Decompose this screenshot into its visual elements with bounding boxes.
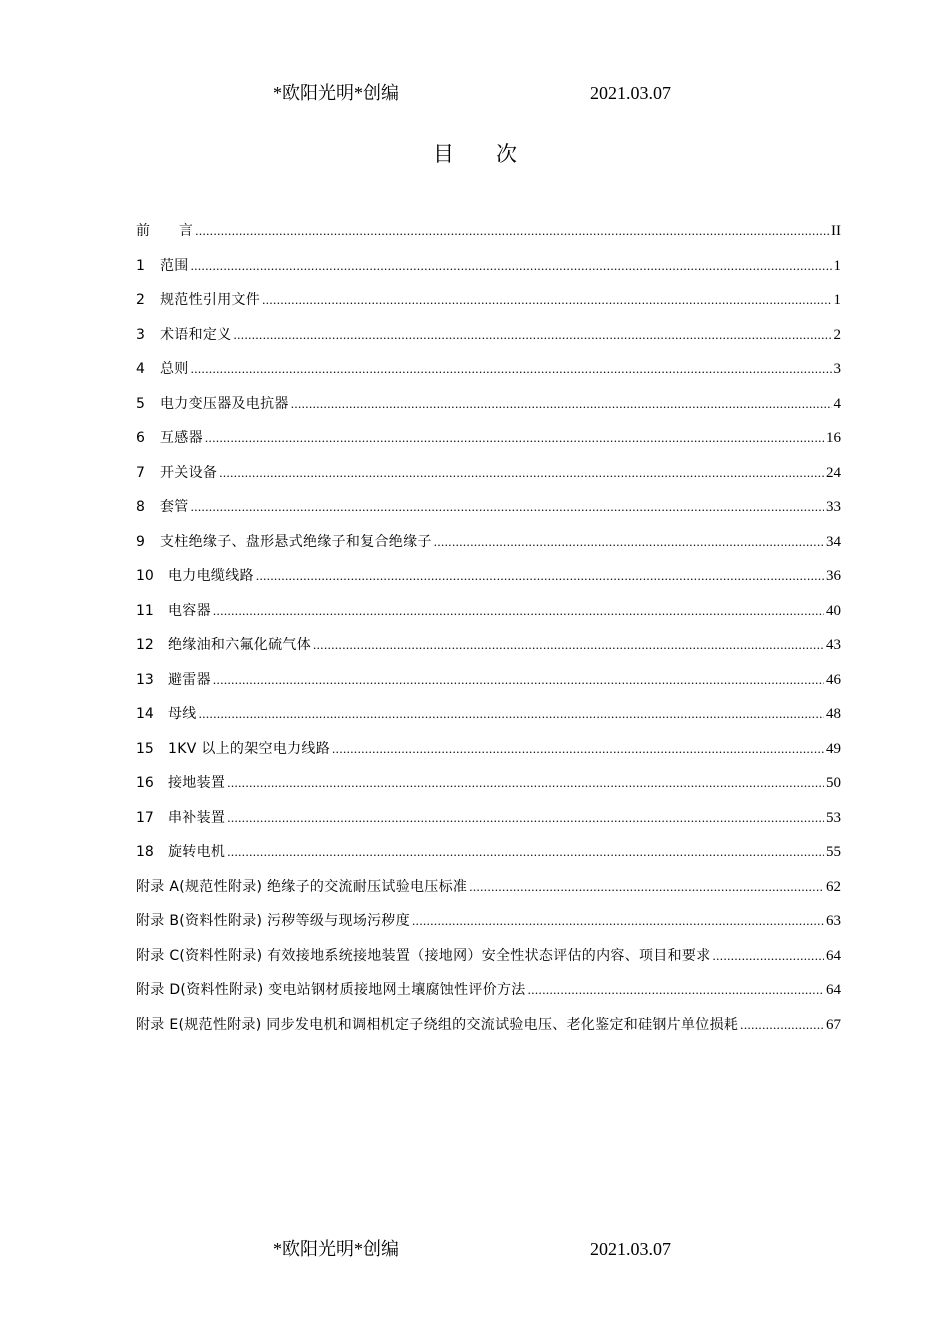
toc-entry-page: II <box>831 223 841 239</box>
toc-entry-page: 1 <box>833 292 841 308</box>
toc-entry-page: 53 <box>826 809 841 826</box>
toc-entry-page: 55 <box>826 844 841 860</box>
toc-entry-title: 附录 C(资料性附录) 有效接地系统接地装置（接地网）安全性状态评估的内容、项目和要求 <box>136 947 711 964</box>
toc-entry-page: 1 <box>833 257 841 274</box>
toc-entry-number: 11 <box>136 602 154 619</box>
toc-entry-number: 17 <box>136 809 154 826</box>
toc-dot-leader <box>191 254 832 278</box>
toc-entry[interactable] <box>136 702 841 737</box>
toc-entry-title: 支柱绝缘子、盘形悬式绝缘子和复合绝缘子 <box>160 533 432 550</box>
toc-dot-leader <box>332 737 824 761</box>
toc-entry[interactable] <box>136 392 841 427</box>
toc-entry-title: 电力变压器及电抗器 <box>160 395 289 412</box>
footer-author: *欧阳光明*创编 <box>273 1239 399 1259</box>
toc-entry[interactable] <box>136 254 841 289</box>
toc-entry[interactable] <box>136 840 841 875</box>
toc-dot-leader <box>434 530 824 554</box>
toc-entry-page: 62 <box>826 878 841 895</box>
toc-dot-leader <box>213 599 824 623</box>
toc-entry[interactable] <box>136 978 841 1013</box>
toc-entry-page: 24 <box>826 464 841 481</box>
toc-entry-page: 48 <box>826 706 841 722</box>
toc-dot-leader <box>412 909 824 933</box>
toc-entry-title: 术语和定义 <box>160 326 232 343</box>
page-footer <box>0 1237 950 1261</box>
toc-entry-title: 互感器 <box>160 430 203 446</box>
toc-entry-number: 2 <box>136 292 145 308</box>
footer-date: 2021.03.07 <box>590 1239 671 1259</box>
toc-entry-page: 33 <box>826 499 841 515</box>
toc-entry[interactable] <box>136 909 841 944</box>
toc-entry-number: 1 <box>136 257 145 274</box>
toc-dot-leader <box>256 564 824 588</box>
toc-entry-title: 附录 A(规范性附录) 绝缘子的交流耐压试验电压标准 <box>136 878 468 895</box>
toc-title: 目 次 <box>433 142 517 166</box>
toc-entry[interactable] <box>136 357 841 392</box>
toc-entry-page: 4 <box>833 395 841 412</box>
toc-entry[interactable] <box>136 806 841 841</box>
toc-entry[interactable] <box>136 564 841 599</box>
toc-entry-number: 12 <box>136 637 154 653</box>
toc-entry-title: 电力电缆线路 <box>168 568 254 584</box>
toc-entry[interactable] <box>136 599 841 634</box>
header-author: *欧阳光明*创编 <box>273 83 399 103</box>
toc-entry-page: 3 <box>833 361 841 377</box>
toc-dot-leader <box>227 840 824 864</box>
toc-entry-page: 63 <box>826 913 841 929</box>
toc-entry[interactable] <box>136 323 841 358</box>
toc-entry-number: 10 <box>136 568 154 584</box>
toc-entry[interactable] <box>136 426 841 461</box>
toc-entry-page: 43 <box>826 637 841 653</box>
toc-dot-leader <box>227 771 824 795</box>
toc-entry-page: 67 <box>826 1016 841 1033</box>
toc-dot-leader <box>195 219 829 243</box>
header-date: 2021.03.07 <box>590 83 671 103</box>
toc-entry-number: 5 <box>136 395 145 412</box>
toc-entry-number: 13 <box>136 671 154 688</box>
toc-entry[interactable] <box>136 944 841 979</box>
toc-dot-leader <box>227 806 824 830</box>
toc-entry-page: 46 <box>826 671 841 688</box>
toc-dot-leader <box>205 426 824 450</box>
toc-entry-page: 49 <box>826 740 841 757</box>
toc-entry-title: 旋转电机 <box>168 844 226 860</box>
toc-entry[interactable] <box>136 737 841 772</box>
toc-entry[interactable] <box>136 875 841 910</box>
toc-entry[interactable] <box>136 219 841 254</box>
toc-dot-leader <box>219 461 824 485</box>
toc-entry[interactable] <box>136 530 841 565</box>
toc-entry-title: 绝缘油和六氟化硫气体 <box>168 637 311 653</box>
toc-entry-title: 开关设备 <box>160 464 218 481</box>
toc-entry-number: 3 <box>136 326 145 343</box>
toc-entry-page: 64 <box>826 947 841 964</box>
toc-entry-title: 附录 D(资料性附录) 变电站钢材质接地网土壤腐蚀性评价方法 <box>136 982 526 998</box>
toc-entry-page: 64 <box>826 982 841 998</box>
toc-entry[interactable] <box>136 771 841 806</box>
toc-dot-leader <box>469 875 824 899</box>
toc-dot-leader <box>740 1013 824 1037</box>
toc-dot-leader <box>313 633 824 657</box>
toc-entry-number: 18 <box>136 844 154 860</box>
toc-entry-title: 母线 <box>168 706 197 722</box>
toc-entry-page: 34 <box>826 533 841 550</box>
toc-entry-title: 接地装置 <box>168 775 226 791</box>
toc-dot-leader <box>234 323 832 347</box>
toc-entry-page: 2 <box>833 326 841 343</box>
table-of-contents <box>136 219 841 1047</box>
toc-entry-title: 串补装置 <box>168 809 226 826</box>
toc-dot-leader <box>191 357 832 381</box>
toc-entry-number: 8 <box>136 499 145 515</box>
page-header <box>0 81 950 105</box>
toc-dot-leader <box>199 702 824 726</box>
toc-entry[interactable] <box>136 668 841 703</box>
toc-entry[interactable] <box>136 461 841 496</box>
toc-entry-title: 1KV 以上的架空电力线路 <box>168 740 331 757</box>
toc-entry-title: 避雷器 <box>168 671 211 688</box>
toc-entry-title: 附录 B(资料性附录) 污秽等级与现场污秽度 <box>136 913 411 929</box>
toc-entry[interactable] <box>136 633 841 668</box>
toc-entry-title: 范围 <box>160 257 189 274</box>
toc-entry-page: 36 <box>826 568 841 584</box>
toc-entry-page: 40 <box>826 602 841 619</box>
toc-dot-leader <box>713 944 825 968</box>
toc-entry-title: 附录 E(规范性附录) 同步发电机和调相机定子绕组的交流试验电压、老化鉴定和硅钢片单位损耗 <box>136 1016 739 1033</box>
toc-dot-leader <box>291 392 832 416</box>
toc-entry-number: 15 <box>136 740 154 757</box>
toc-entry-number: 14 <box>136 706 154 722</box>
toc-entry-title: 电容器 <box>168 602 211 619</box>
toc-entry-number: 7 <box>136 464 145 481</box>
toc-entry-number: 9 <box>136 533 145 550</box>
toc-entry-title: 规范性引用文件 <box>160 292 261 308</box>
toc-dot-leader <box>528 978 824 1002</box>
toc-entry-number: 4 <box>136 361 145 377</box>
toc-entry-title: 套管 <box>160 499 189 515</box>
toc-entry[interactable] <box>136 495 841 530</box>
toc-entry[interactable] <box>136 288 841 323</box>
toc-dot-leader <box>262 288 831 312</box>
toc-entry-title: 前 言 <box>136 223 194 239</box>
toc-entry[interactable] <box>136 1013 841 1048</box>
toc-entry-number: 16 <box>136 775 154 791</box>
toc-entry-number: 6 <box>136 430 145 446</box>
toc-dot-leader <box>213 668 824 692</box>
toc-entry-page: 50 <box>826 775 841 791</box>
toc-entry-page: 16 <box>826 430 841 446</box>
toc-dot-leader <box>191 495 824 519</box>
toc-entry-title: 总则 <box>160 361 189 377</box>
